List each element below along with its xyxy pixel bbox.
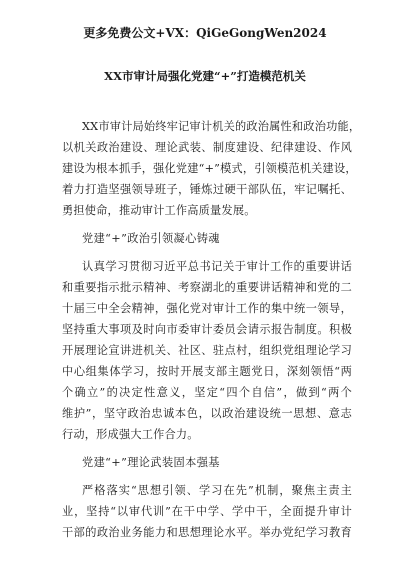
paragraph-1-line-3: 建设为根本抓手，强化党建“+”模式，引领模范机关建设， — [62, 162, 357, 175]
paragraph-1-line-5: 勇担使命，推动审计工作高质量发展。 — [62, 204, 256, 217]
paragraph-2-line-9: 行动，形成强大工作合力。 — [62, 428, 199, 441]
paragraph-2-line-8: 维护”，坚守政治忠诚本色，以政治建设统一思想、意志 — [62, 407, 352, 420]
subheading-political-guidance: 党建“+”政治引领凝心铸魂 — [82, 232, 220, 245]
paragraph-2-line-3: 十届三中全会精神，强化党对审计工作的集中统一领导， — [62, 302, 352, 315]
subheading-theoretical-armament: 党建“+”理论武装固本强基 — [82, 456, 220, 469]
paragraph-3-line-2: 业，坚持“以审代训”在干中学、学中干，全面提升审计 — [62, 505, 352, 518]
paragraph-1-line-1: XX市审计局始终牢记审计机关的政治属性和政治功能， — [82, 120, 361, 133]
paragraph-3-line-3: 干部的政治业务能力和思想理论水平。举办党纪学习教育 — [62, 526, 352, 539]
paragraph-2-line-6: 中心组集体学习，按时开展支部主题党日，深刻领悟“两 — [62, 365, 352, 378]
document-title: XX市审计局强化党建“+”打造模范机关 — [104, 69, 306, 83]
paragraph-1-line-2: 以机关政治建设、理论武装、制度建设、纪律建设、作风 — [62, 141, 352, 154]
paragraph-2-line-4: 坚持重大事项及时向市委审计委员会请示报告制度。积极 — [62, 323, 352, 336]
paragraph-2-line-7: 个确立”的决定性意义，坚定“四个自信”，做到“两个 — [62, 386, 352, 399]
paragraph-2-line-1: 认真学习贯彻习近平总书记关于审计工作的重要讲话 — [82, 260, 352, 273]
paragraph-3-line-1: 严格落实“思想引领、学习在先”机制，聚焦主责主 — [82, 484, 352, 497]
paragraph-1-line-4: 着力打造坚强领导班子，锤炼过硬干部队伍，牢记嘱托、 — [62, 183, 352, 196]
paragraph-2-line-5: 开展理论宣讲进机关、社区、驻点村，组织党组理论学习 — [62, 344, 352, 357]
watermark-header: 更多免费公文+VX：QiGeGongWen2024 — [83, 26, 327, 40]
paragraph-2-line-2: 和重要指示批示精神、考察湖北的重要讲话精神和党的二 — [62, 281, 352, 294]
